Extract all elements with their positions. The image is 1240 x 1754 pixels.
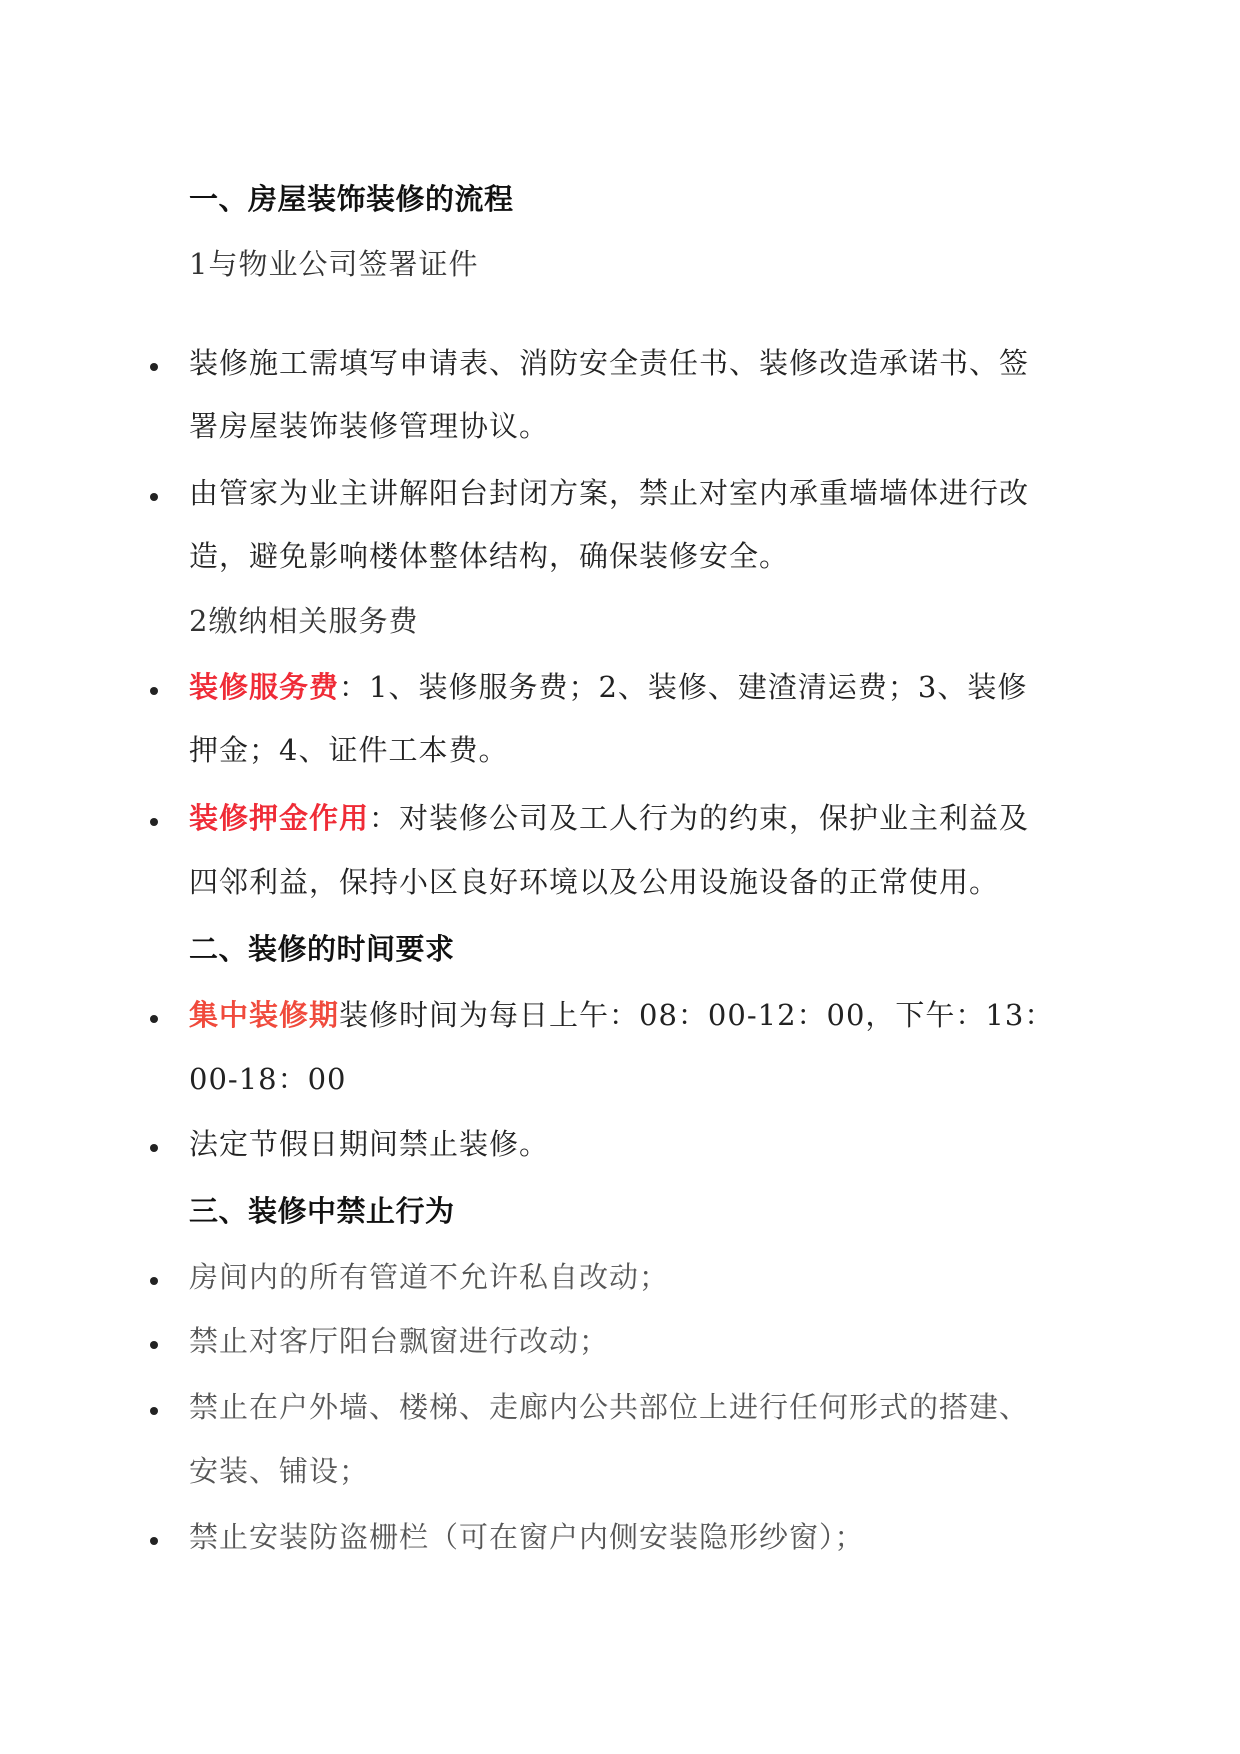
bullet-dot [150, 1015, 158, 1023]
section3-bullet1: 房间内的所有管道不允许私自改动； [189, 1260, 670, 1294]
section3-bullet3-line2: 安装、铺设； [189, 1454, 370, 1488]
bullet-dot [150, 493, 158, 501]
section3-bullet4: 禁止安装防盗栅栏（可在窗户内侧安装隐形纱窗）； [189, 1520, 865, 1554]
section3-bullet2: 禁止对客厅阳台飘窗进行改动； [189, 1324, 610, 1358]
section3-heading: 三、装修中禁止行为 [189, 1194, 455, 1228]
section1-step1: 1与物业公司签署证件 [189, 247, 479, 281]
section1-bullet3-line2: 押金；4、证件工本费。 [189, 733, 509, 767]
section1-bullet4-line2: 四邻利益，保持小区良好环境以及公用设施设备的正常使用。 [189, 865, 1000, 899]
section3-bullet3-line1: 禁止在户外墙、楼梯、走廊内公共部位上进行任何形式的搭建、 [189, 1390, 1030, 1424]
bullet-dot [150, 1341, 158, 1349]
bullet-dot [150, 1144, 158, 1152]
fee-text: ：1、装修服务费；2、装修、建渣清运费；3、装修 [339, 670, 1028, 704]
section1-bullet2-line2: 造，避免影响楼体整体结构，确保装修安全。 [189, 539, 790, 573]
period-text: 装修时间为每日上午：08：00-12：00，下午：13： [339, 998, 1055, 1032]
bullet-dot [150, 1277, 158, 1285]
bullet-dot [150, 687, 158, 695]
section2-bullet1-line1 [189, 995, 1054, 1035]
section1-bullet4-line1 [189, 798, 1029, 838]
section1-bullet2-line1: 由管家为业主讲解阳台封闭方案，禁止对室内承重墙墙体进行改 [189, 476, 1030, 510]
bullet-dot [150, 1537, 158, 1545]
section1-bullet3-line1 [189, 667, 1027, 707]
section1-bullet1-line1: 装修施工需填写申请表、消防安全责任书、装修改造承诺书、签 [189, 346, 1030, 380]
deposit-text: ：对装修公司及工人行为的约束，保护业主利益及 [369, 801, 1030, 835]
section1-bullet1-line2: 署房屋装饰装修管理协议。 [189, 409, 550, 443]
deposit-highlight: 装修押金作用 [189, 801, 370, 835]
bullet-dot [150, 1407, 158, 1415]
period-highlight: 集中装修期 [189, 998, 340, 1032]
fee-highlight: 装修服务费 [189, 670, 340, 704]
section2-heading: 二、装修的时间要求 [189, 932, 455, 966]
bullet-dot [150, 363, 158, 371]
section2-bullet1-line2: 00-18：00 [189, 1062, 347, 1096]
section1-step2: 2缴纳相关服务费 [189, 604, 419, 638]
section2-bullet2: 法定节假日期间禁止装修。 [189, 1127, 550, 1161]
section1-heading: 一、房屋装饰装修的流程 [189, 182, 514, 216]
bullet-dot [150, 818, 158, 826]
